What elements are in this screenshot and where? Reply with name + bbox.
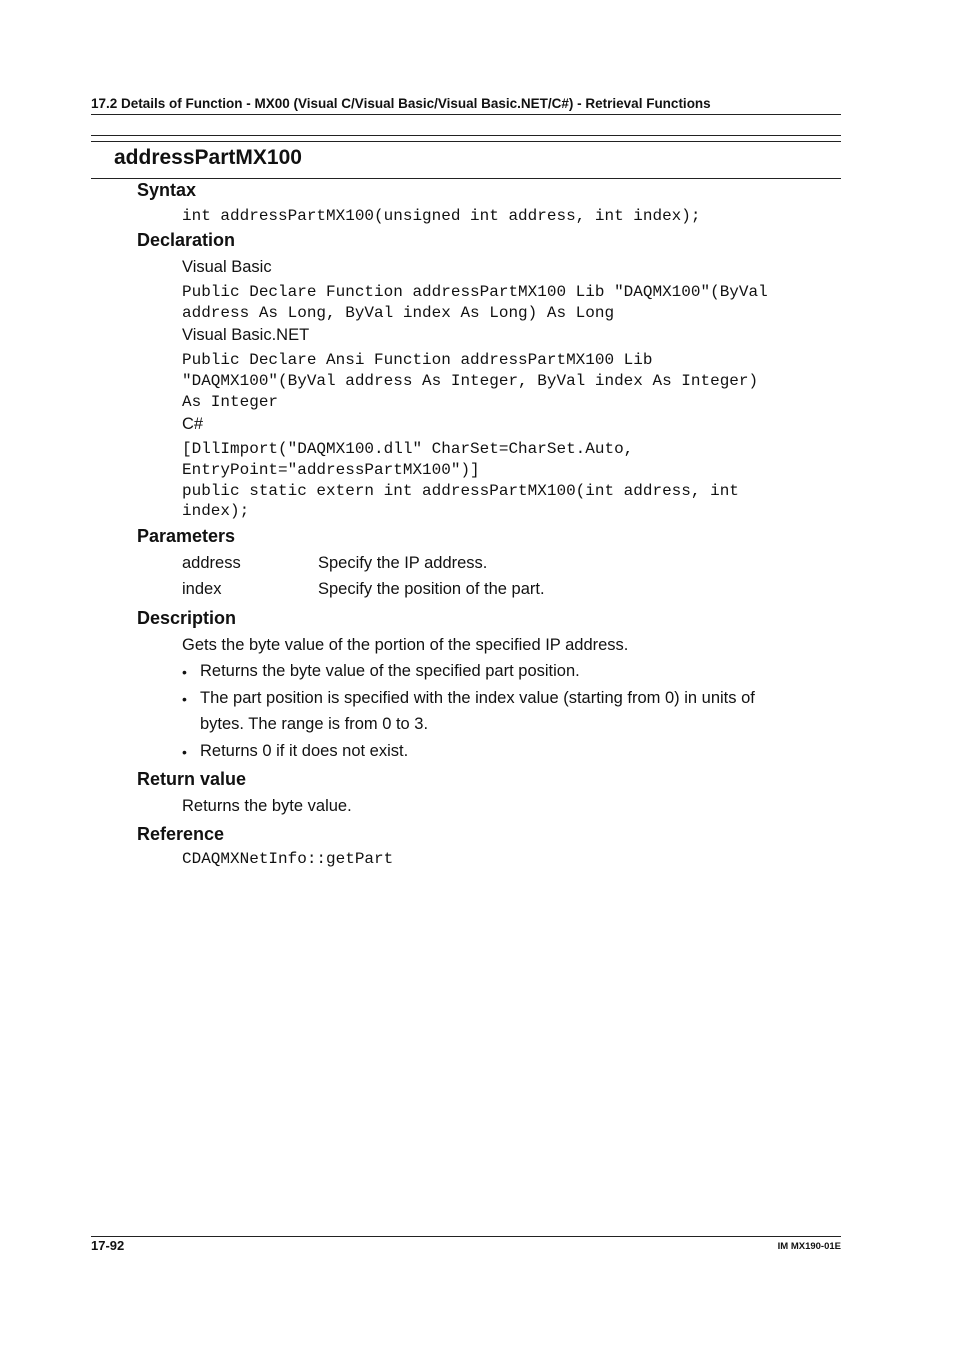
bullet-icon: • (182, 691, 187, 707)
document-id: IM MX190-01E (777, 1241, 841, 1252)
title-top-rule-inner (91, 141, 841, 142)
csharp-code-line: [DllImport("DAQMX100.dll" CharSet=CharSet.Auto, (182, 440, 634, 458)
bullet-icon: • (182, 664, 187, 680)
csharp-code-line: index); (182, 502, 250, 520)
running-header: 17.2 Details of Function - MX00 (Visual C/Visual Basic/Visual Basic.NET/C#) - Retrieval Functions (91, 96, 711, 111)
header-rule (91, 114, 841, 115)
syntax-heading: Syntax (137, 180, 197, 200)
csharp-code-line: public static extern int addressPartMX100(int address, int (182, 482, 739, 500)
bullet-item: Returns the byte value of the specified part position. (200, 662, 580, 680)
syntax-code: int addressPartMX100(unsigned int address, int index); (182, 207, 701, 225)
param-name: address (182, 554, 241, 572)
bullet-icon: • (182, 744, 187, 760)
description-heading: Description (137, 608, 237, 628)
vbnet-code-line: Public Declare Ansi Function addressPartMX100 Lib (182, 351, 653, 369)
description-intro: Gets the byte value of the portion of the specified IP address. (182, 636, 629, 654)
param-name: index (182, 580, 222, 598)
return-value-text: Returns the byte value. (182, 797, 352, 815)
parameters-heading: Parameters (137, 526, 236, 546)
bullet-item-continuation: bytes. The range is from 0 to 3. (200, 715, 429, 733)
footer-rule (91, 1236, 841, 1237)
vb-code-line: Public Declare Function addressPartMX100 Lib "DAQMX100"(ByVal (182, 283, 768, 301)
reference-heading: Reference (137, 824, 225, 844)
title-bottom-rule (91, 178, 841, 179)
vb-label: Visual Basic (182, 258, 272, 276)
title-top-rule (91, 135, 841, 136)
declaration-heading: Declaration (137, 230, 236, 250)
bullet-item: Returns 0 if it does not exist. (200, 742, 409, 760)
reference-code: CDAQMXNetInfo::getPart (182, 850, 394, 868)
vb-code-line: address As Long, ByVal index As Long) As Long (182, 304, 615, 322)
vbnet-code-line: As Integer (182, 393, 279, 411)
bullet-item: The part position is specified with the index value (starting from 0) in units of (200, 689, 755, 707)
csharp-code-line: EntryPoint="addressPartMX100")] (182, 461, 480, 479)
function-title: addressPartMX100 (114, 146, 302, 169)
vbnet-code-line: "DAQMX100"(ByVal address As Integer, ByVal index As Integer) (182, 372, 759, 390)
param-description: Specify the position of the part. (318, 580, 545, 598)
vbnet-label: Visual Basic.NET (182, 326, 310, 344)
page-number: 17-92 (91, 1238, 125, 1253)
return-value-heading: Return value (137, 769, 247, 789)
param-description: Specify the IP address. (318, 554, 488, 572)
csharp-label: C# (182, 415, 204, 433)
